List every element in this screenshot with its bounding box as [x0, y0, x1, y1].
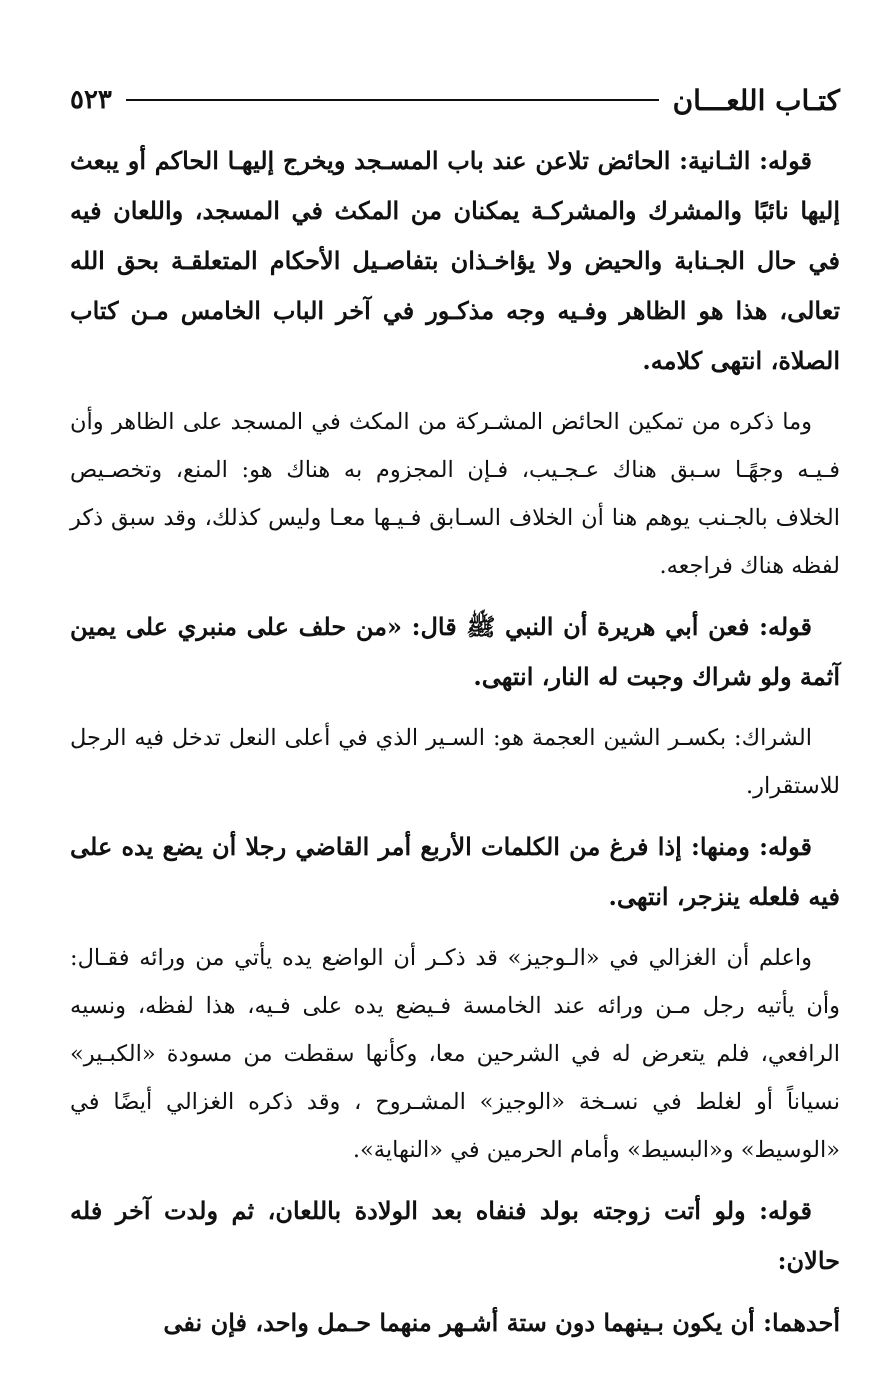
- page-number: ٥٢٣: [70, 85, 112, 115]
- commentary-paragraph: واعلم أن الغزالي في «الـوجيز» قد ذكـر أن الواضع يده يأتي من ورائه فقـال: وأن يأتيه رجل مـن ورائه عند الخامسة فـيضع يده على فـيه، هذا لفظه، ونسيه الرافعي، فلم يتعرض له في الشرحين معا، وكأنها سقطت من مسودة «الكبـير» نسياناً أو لغلط في نسـخة «الوجيز» المشـروح ، وقد ذكره الغزالي أيضًا في «الوسيط» و«البسيط» وأمام الحرمين في «النهاية».: [70, 945, 840, 1163]
- commentary-paragraph: وما ذكره من تمكين الحائض المشـركة من المكث في المسجد على الظاهر وأن فـيـه وجهًـا سـبق هناك عـجـيب، فـإن المجزوم به هناك هو: المنع، وتخصـيص الخلاف بالجـنب يوهم هنا أن الخلاف السـابق فـيـها معـا وليس كذلك، وقد سبق ذكر لفظه هناك فراجعه.: [70, 409, 840, 579]
- quote-paragraph: قوله: ومنها: إذا فرغ من الكلمات الأربع أمر القاضي رجلا أن يضع يده على فيه فلعله ينزجر، انتهى.: [70, 832, 840, 911]
- book-page: [70, 80, 840, 1360]
- running-title: كتـاب اللعـــان: [672, 83, 840, 117]
- quote-paragraph: قوله: فعن أبي هريرة أن النبي ﷺ قال: «من حلف على منبري على يمين آثمة ولو شراك وجبت له النار، انتهى.: [70, 612, 840, 691]
- header-rule: [126, 99, 659, 101]
- quote-paragraph: قوله: ولو أتت زوجته بولد فنفاه بعد الولادة باللعان، ثم ولدت آخر فله حالان:: [70, 1196, 840, 1275]
- quote-paragraph: قوله: الثـانية: الحائض تلاعن عند باب المسـجد ويخرج إليهـا الحاكم أو يبعث إليها نائبًا والمشرك والمشركـة يمكنان من المكث في المسجد، واللعان فيه في حال الجـنابة والحيض ولا يؤاخـذان بتفاصـيل الأحكام المتعلقـة بحق الله تعالى، هذا هو الظاهر وفـيه وجه مذكـور في آخر الباب الخامس مـن كتاب الصلاة، انتهى كلامه.: [70, 146, 840, 375]
- running-header: [70, 80, 840, 120]
- commentary-paragraph: الشراك: بكسـر الشين العجمة هو: السـير الذي في أعلى النعل تدخل فيه الرجل للاستقرار.: [70, 725, 840, 799]
- quote-paragraph-continuing: أحدهما: أن يكون بـينهما دون ستة أشـهر منهما حـمل واحد، فإن نفى: [163, 1308, 840, 1337]
